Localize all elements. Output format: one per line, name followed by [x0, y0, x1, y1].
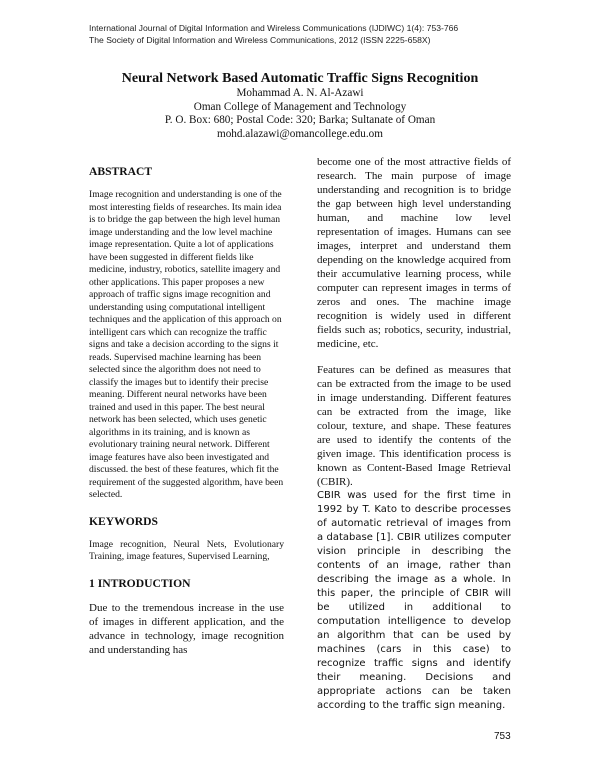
journal-header-line2: The Society of Digital Information and Wireless Communications, 2012 (ISSN 2225-658X) [89, 35, 431, 45]
right-paragraph-1: become one of the most attractive fields of research. The main purpose of image understanding and recognition is to bridge the gap between high level understanding human, and machine low level representation of images. Humans can see images, interpret and understand them depending on the knowledge acquired from their accumulative learning process, while computer can represent images in terms of zeros and ones. The machine image recognition is widely used in different fields such as; robotics, security, industrial, medicine, etc. [317, 156, 511, 350]
page-number: 753 [494, 731, 511, 742]
author-name: Mohammad A. N. Al-Azawi [236, 87, 364, 99]
right-paragraph-3: CBIR was used for the first time in 1992 by T. Kato to describe processes of automatic retrieval of images from a database [1]. CBIR utilizes computer vision principle in describing the contents of an image, rather than describing the image as a whole. In this paper, the principle of CBIR will be utilized in additional to computation intelligence to develop an algorithm that can be used by machines (cars in this case) to recognize traffic signs and identify their meaning. Decisions and appropriate actions can be taken according to the traffic sign meaning. [317, 490, 511, 711]
abstract-heading: ABSTRACT [89, 165, 153, 178]
paper-title: Neural Network Based Automatic Traffic Signs Recognition [121, 71, 479, 86]
journal-header-line1: International Journal of Digital Information and Wireless Communications (IJDIWC) 1(4): 753-766 [89, 23, 459, 33]
introduction-text: Due to the tremendous increase in the use of images in different application, and the advance in technology, image recognition and understanding has [89, 601, 284, 656]
right-column [317, 155, 511, 713]
right-paragraph-2: Features can be defined as measures that can be extracted from the image to be used in image understanding. Different features can be extracted from the image, like colour, texture, and shape. These features are used to identify the contents of the given image. This identification process is known as Content-Based Image Retrieval (CBIR). [317, 364, 511, 488]
keywords-text: Image recognition, Neural Nets, Evolutionary Training, image features, Supervised Learning, [89, 538, 284, 562]
author-email[interactable]: mohd.alazawi@omancollege.edu.om [217, 127, 383, 140]
introduction-heading: 1 INTRODUCTION [89, 576, 191, 590]
abstract-text: Image recognition and understanding is one of the most interesting fields of researches. Its main idea is to bridge the gap between the high level human image understanding and the low level machine image representation. Quite a lot of applications have been suggested in different fields like medicine, industry, robotics, satellite imagery and other applications. This paper proposes a new approach of traffic signs image recognition and understanding using computational intelligent techniques and the application of this approach on intelligent cars which can recognize the traffic signs and take a decision according to the signs it reads. Supervised machine learning has been selected since the algorithm does not need to classify the images but to identify their precise meaning. Different neural networks have been trained and used in this paper. The best neural network has been selected, which uses genetic algorithms in its training, and is known as evolutionary training neural network. Different image features have also been investigated and discussed. the best of these features, which fit the requirement of the suggested algorithm, have been selected. [89, 189, 284, 500]
postal-address: P. O. Box: 680; Postal Code: 320; Barka; Sultanate of Oman [164, 114, 436, 126]
journal-header [89, 22, 458, 46]
keywords-heading: KEYWORDS [89, 514, 158, 528]
institution: Oman College of Management and Technology [193, 100, 407, 113]
title-block [0, 70, 600, 141]
left-column [89, 165, 284, 670]
